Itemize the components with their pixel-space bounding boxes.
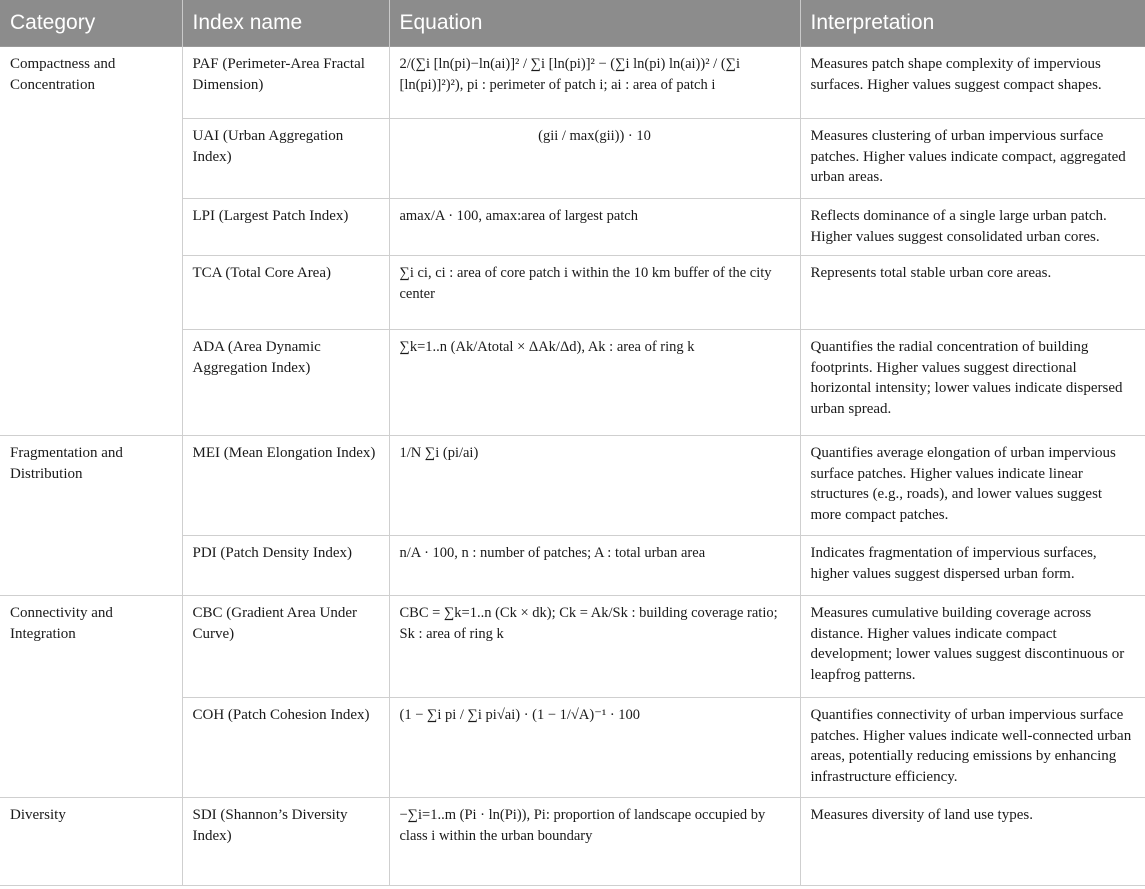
- header-category: Category: [0, 0, 182, 47]
- equation-cell: amax/A · 100, amax:area of largest patch: [389, 199, 800, 256]
- equation-cell: −∑i=1..m (Pi · ln(Pi)), Pi: proportion of landscape occupied by class i within the urban boundary: [389, 798, 800, 886]
- interpretation-cell: Quantifies the radial concentration of building footprints. Higher values suggest directional horizontal intensity; lower values indicate dispersed urban spread.: [800, 330, 1145, 436]
- equation-cell: ∑k=1..n (Ak/Atotal × ΔAk/Δd), Ak : area of ring k: [389, 330, 800, 436]
- equation-cell: CBC = ∑k=1..n (Ck × dk); Ck = Ak/Sk : building coverage ratio; Sk : area of ring k: [389, 596, 800, 698]
- interpretation-cell: Indicates fragmentation of impervious surfaces, higher values suggest dispersed urban form.: [800, 536, 1145, 596]
- category-cell: Compactness and Concentration: [0, 47, 182, 436]
- interpretation-cell: Represents total stable urban core areas.: [800, 256, 1145, 330]
- table-row: [0, 798, 1145, 886]
- interpretation-cell: Quantifies average elongation of urban impervious surface patches. Higher values indicate linear structures (e.g., roads), and lower values suggest more compact patches.: [800, 436, 1145, 536]
- table-row: [0, 436, 1145, 536]
- header-row: [0, 0, 1145, 47]
- equation-cell: 2/(∑i [ln(pi)−ln(ai)]² / ∑i [ln(pi)]² − (∑i ln(pi) ln(ai))² / (∑i [ln(pi)]²)²), pi : perimeter of patch i; ai : area of patch i: [389, 47, 800, 119]
- header-interpretation: Interpretation: [800, 0, 1145, 47]
- index-name-cell: SDI (Shannon’s Diversity Index): [182, 798, 389, 886]
- table-row: [0, 596, 1145, 698]
- interpretation-cell: Measures clustering of urban impervious surface patches. Higher values indicate compact, aggregated urban areas.: [800, 119, 1145, 199]
- category-cell: Diversity: [0, 798, 182, 886]
- index-name-cell: CBC (Gradient Area Under Curve): [182, 596, 389, 698]
- interpretation-cell: Measures diversity of land use types.: [800, 798, 1145, 886]
- interpretation-cell: Measures cumulative building coverage across distance. Higher values indicate compact development; lower values suggest discontinuous or leapfrog patterns.: [800, 596, 1145, 698]
- interpretation-cell: Measures patch shape complexity of impervious surfaces. Higher values suggest compact shapes.: [800, 47, 1145, 119]
- header-index-name: Index name: [182, 0, 389, 47]
- equation-cell: ∑i ci, ci : area of core patch i within the 10 km buffer of the city center: [389, 256, 800, 330]
- index-name-cell: PDI (Patch Density Index): [182, 536, 389, 596]
- index-name-cell: TCA (Total Core Area): [182, 256, 389, 330]
- category-cell: Fragmentation and Distribution: [0, 436, 182, 596]
- equation-cell: 1/N ∑i (pi/ai): [389, 436, 800, 536]
- interpretation-cell: Quantifies connectivity of urban impervious surface patches. Higher values indicate well-connected urban areas, potentially reducing emissions by enhancing infrastructure efficiency.: [800, 698, 1145, 798]
- equation-cell: (gii / max(gii)) · 10: [389, 119, 800, 199]
- index-name-cell: LPI (Largest Patch Index): [182, 199, 389, 256]
- header-equation: Equation: [389, 0, 800, 47]
- table-row: [0, 47, 1145, 119]
- index-name-cell: MEI (Mean Elongation Index): [182, 436, 389, 536]
- index-name-cell: COH (Patch Cohesion Index): [182, 698, 389, 798]
- equation-cell: n/A · 100, n : number of patches; A : total urban area: [389, 536, 800, 596]
- index-name-cell: PAF (Perimeter-Area Fractal Dimension): [182, 47, 389, 119]
- category-cell: Connectivity and Integration: [0, 596, 182, 798]
- interpretation-cell: Reflects dominance of a single large urban patch. Higher values suggest consolidated urban cores.: [800, 199, 1145, 256]
- equation-cell: (1 − ∑i pi / ∑i pi√ai) · (1 − 1/√A)⁻¹ · 100: [389, 698, 800, 798]
- index-name-cell: ADA (Area Dynamic Aggregation Index): [182, 330, 389, 436]
- index-name-cell: UAI (Urban Aggregation Index): [182, 119, 389, 199]
